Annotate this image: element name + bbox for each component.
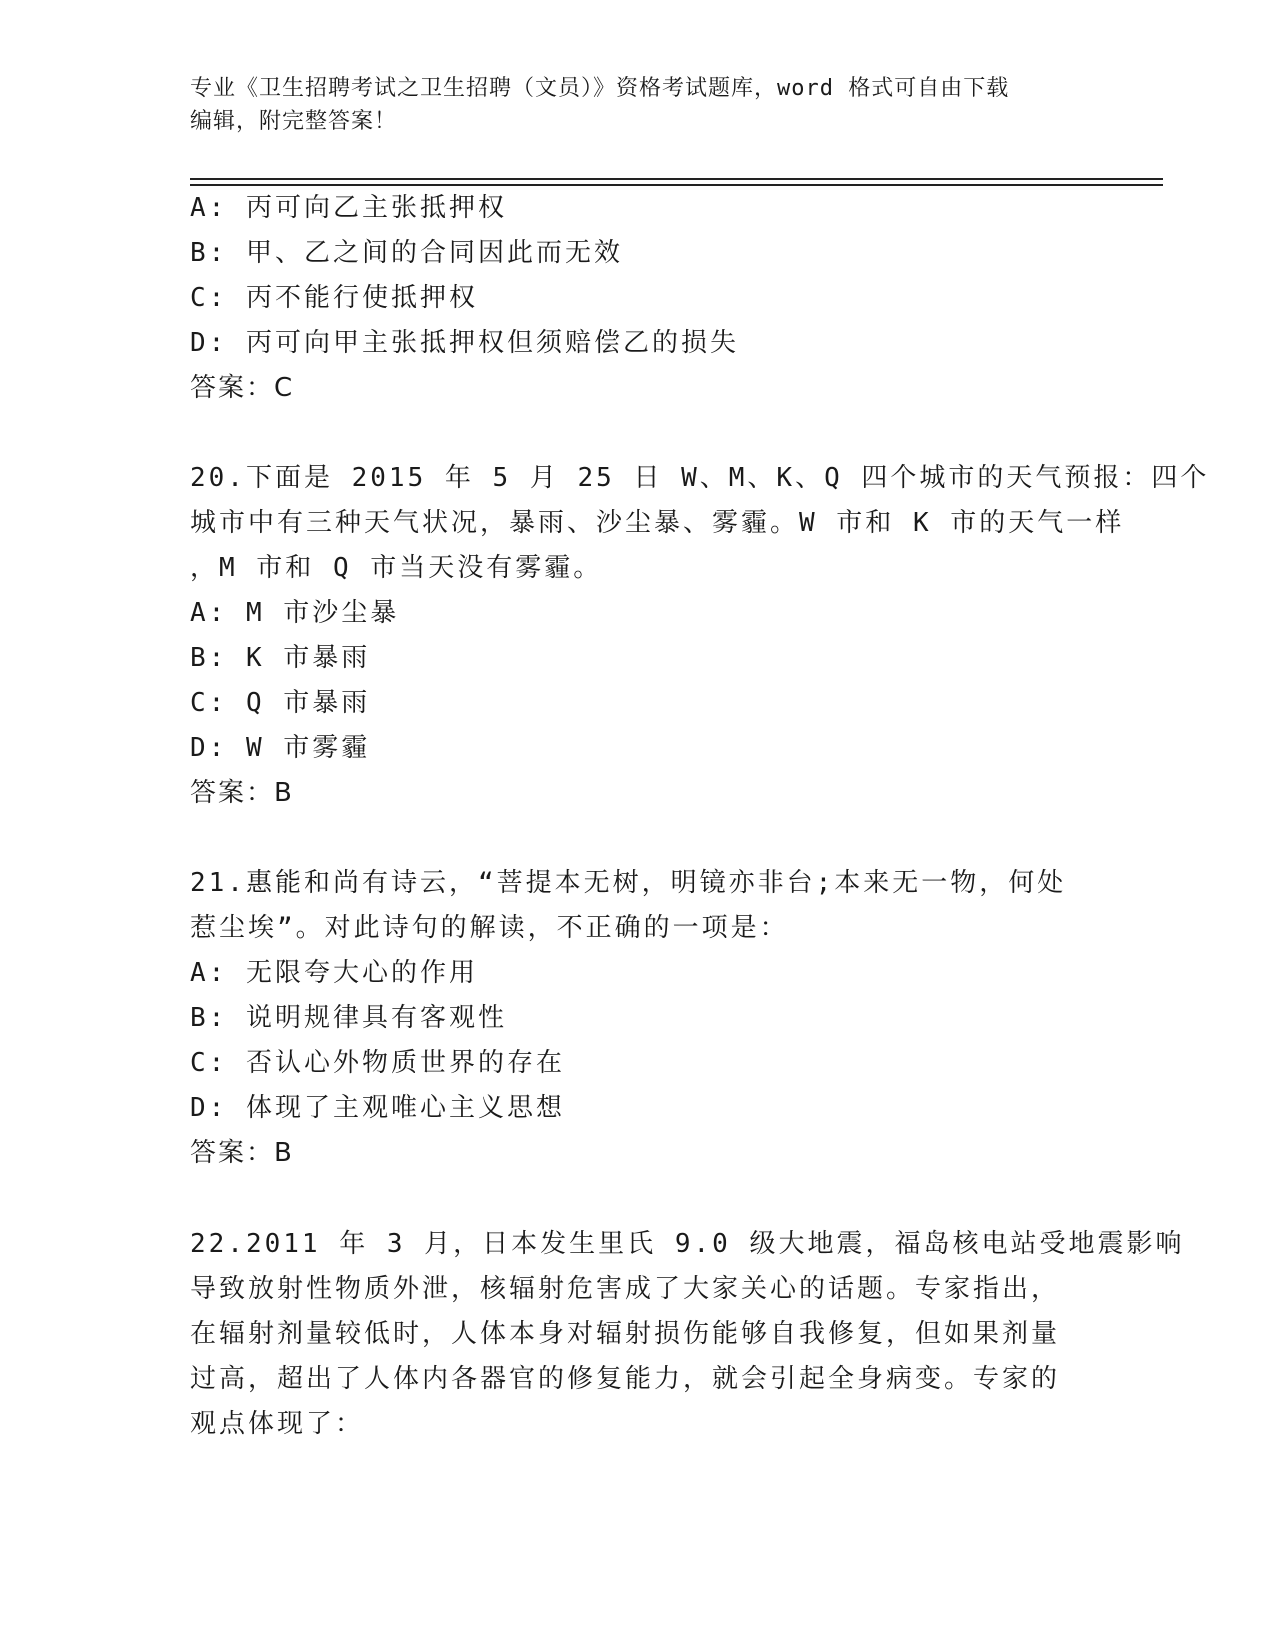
q20-stem-line-2: 城市中有三种天气状况，暴雨、沙尘暴、雾霾。W 市和 K 市的天气一样	[190, 508, 1125, 538]
q20-option-c: C: Q 市暴雨	[190, 688, 371, 718]
q21-answer: 答案：B	[190, 1138, 294, 1168]
q19-option-b: B: 甲、乙之间的合同因此而无效	[190, 238, 623, 268]
q19-answer: 答案：C	[190, 373, 295, 403]
q21-option-c: C: 否认心外物质世界的存在	[190, 1048, 565, 1078]
q21-option-d: D: 体现了主观唯心主义思想	[190, 1093, 565, 1123]
q21-option-a: A: 无限夸大心的作用	[190, 958, 478, 988]
header-rule-bottom	[190, 184, 1163, 186]
q22-stem-line-5: 观点体现了：	[190, 1409, 365, 1439]
q21-option-b: B: 说明规律具有客观性	[190, 1003, 507, 1033]
q20-answer: 答案：B	[190, 778, 294, 808]
header-rule-top	[190, 178, 1163, 180]
q19-option-c: C: 丙不能行使抵押权	[190, 283, 478, 313]
q22-stem-line-3: 在辐射剂量较低时，人体本身对辐射损伤能够自我修复，但如果剂量	[190, 1319, 1061, 1349]
q20-option-a: A: M 市沙尘暴	[190, 598, 400, 628]
q20-stem-line-3: ，M 市和 Q 市当天没有雾霾。	[190, 553, 603, 583]
q22-stem-line-4: 过高，超出了人体内各器官的修复能力，就会引起全身病变。专家的	[190, 1364, 1061, 1394]
header-line-2: 编辑，附完整答案！	[190, 109, 398, 134]
q20-option-d: D: W 市雾霾	[190, 733, 371, 763]
q19-option-d: D: 丙可向甲主张抵押权但须赔偿乙的损失	[190, 328, 739, 358]
q22-stem-line-2: 导致放射性物质外泄，核辐射危害成了大家关心的话题。专家指出，	[190, 1274, 1061, 1304]
q22-stem-line-1: 22.2011 年 3 月，日本发生里氏 9.0 级大地震，福岛核电站受地震影响	[190, 1229, 1185, 1259]
q21-stem-line-2: 惹尘埃”。对此诗句的解读，不正确的一项是：	[190, 913, 789, 943]
document-header	[190, 72, 1090, 138]
q20-stem-line-1: 20.下面是 2015 年 5 月 25 日 W、M、K、Q 四个城市的天气预报：四个	[190, 463, 1210, 493]
q20-option-b: B: K 市暴雨	[190, 643, 371, 673]
q19-option-a: A: 丙可向乙主张抵押权	[190, 193, 507, 223]
q21-stem-line-1: 21.惠能和尚有诗云，“菩提本无树，明镜亦非台;本来无一物，何处	[190, 868, 1067, 898]
header-line-1: 专业《卫生招聘考试之卫生招聘（文员）》资格考试题库，word 格式可自由下载	[190, 76, 1010, 101]
